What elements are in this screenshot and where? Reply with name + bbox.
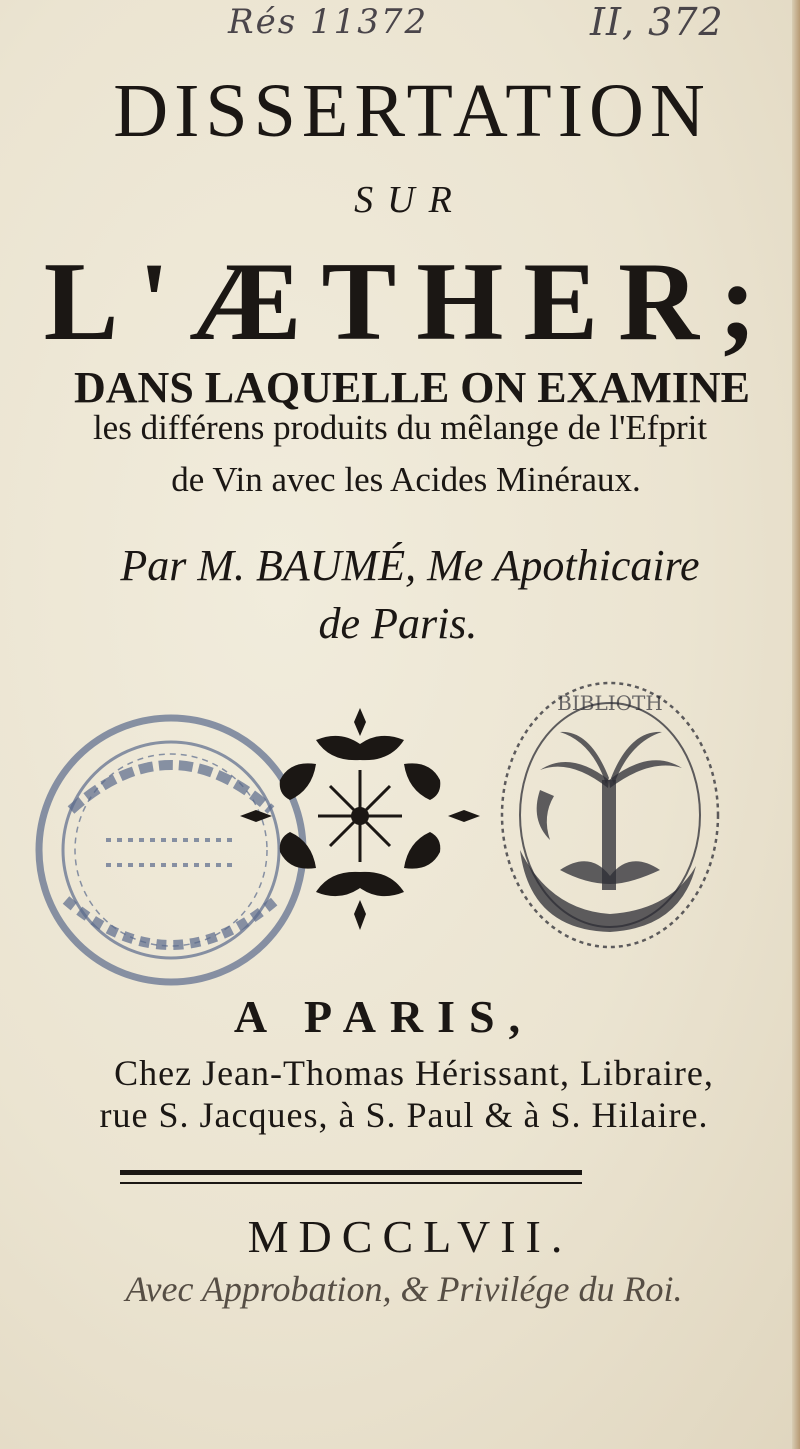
subtitle-line-2: les différens produits du mêlange de l'Efprit [92,408,708,447]
imprint-address: rue S. Jacques, à S. Paul & à S. Hilaire. [99,1095,709,1135]
subtitle-line-3: de Vin avec les Acides Minéraux. [171,460,641,499]
fleuron-ornament [220,700,500,940]
imprint-publisher: Chez Jean-Thomas Hérissant, Libraire, [114,1053,714,1093]
handwritten-shelfmark: Rés 11372 [228,2,429,42]
double-rule-divider [120,1170,582,1184]
subtitle-line-1: DANS LAQUELLE ON EXAMINE [74,363,750,412]
palm-tree-stamp [490,670,730,960]
stamp-inscription: BIBLIOTH [557,691,663,715]
imprint-city: A PARIS, [233,991,535,1042]
title-sur: SUR [354,179,466,221]
title-dissertation: DISSERTATION [113,69,711,153]
privilege-line: Avec Approbation, & Privilége du Roi. [125,1269,683,1309]
handwritten-number: II, 372 [590,0,724,44]
publication-year: MDCCLVII. [247,1211,573,1262]
title-aether: L'ÆTHER; [43,240,777,364]
author-city: de Paris. [318,599,478,648]
author-line: Par M. BAUMÉ, Me Apothicaire [120,541,700,590]
